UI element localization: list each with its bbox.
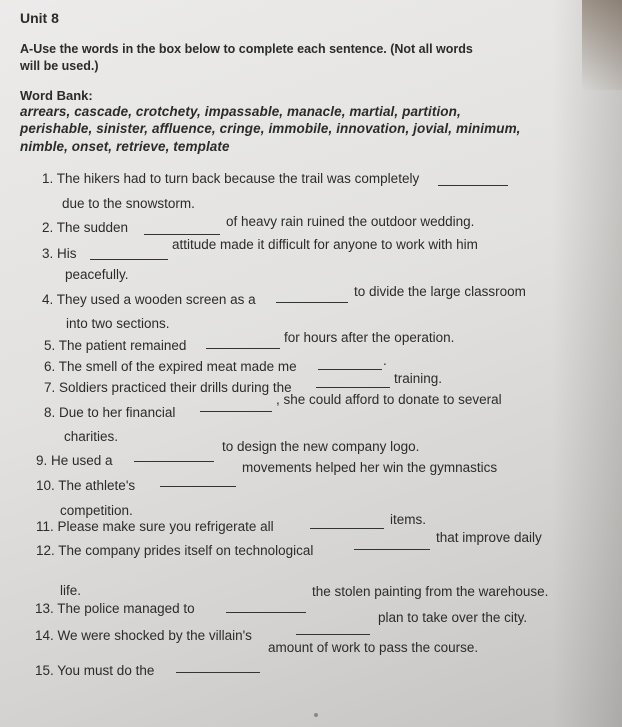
- question-10-text: 10. The athlete's: [36, 478, 136, 493]
- question-3-continued: peacefully.: [65, 267, 129, 282]
- question-2-text: 2. The sudden: [42, 220, 129, 235]
- question-3-text: 3. His: [42, 246, 77, 261]
- question-6-blank[interactable]: [318, 369, 382, 370]
- question-2-end: of heavy rain ruined the outdoor wedding.: [226, 214, 475, 229]
- question-10-continued: competition.: [60, 503, 133, 518]
- question-12-text: 12. The company prides itself on technological: [36, 543, 314, 558]
- question-15-text: 15. You must do the: [35, 663, 155, 678]
- question-15-end: amount of work to pass the course.: [268, 640, 479, 655]
- word-bank-line-3: nimble, onset, retrieve, template: [20, 139, 230, 154]
- question-13-blank[interactable]: [226, 612, 306, 613]
- question-3-blank[interactable]: [90, 259, 168, 260]
- question-9-end: to design the new company logo.: [222, 439, 420, 454]
- question-4-continued: into two sections.: [66, 316, 170, 331]
- question-6-text: 6. The smell of the expired meat made me: [44, 359, 297, 374]
- question-10-end: movements helped her win the gymnastics: [242, 460, 498, 475]
- question-1-continued: due to the snowstorm.: [62, 196, 195, 211]
- page-shadow: [552, 0, 622, 727]
- question-4-end: to divide the large classroom: [354, 284, 526, 299]
- question-15-blank[interactable]: [176, 672, 260, 673]
- question-8-text: 8. Due to her financial: [44, 405, 176, 420]
- question-1-blank[interactable]: [438, 185, 508, 186]
- question-2-blank[interactable]: [144, 234, 220, 235]
- question-8-blank[interactable]: [200, 411, 272, 412]
- instructions-line-1: A-Use the words in the box below to complete each sentence. (Not all words: [20, 42, 473, 56]
- question-4-text: 4. They used a wooden screen as a: [42, 292, 256, 307]
- question-13-text: 13. The police managed to: [35, 601, 195, 616]
- question-8-continued: charities.: [64, 429, 119, 444]
- question-5-blank[interactable]: [206, 348, 280, 349]
- word-bank-heading: Word Bank:: [20, 88, 93, 103]
- word-bank-line-2: perishable, sinister, affluence, cringe, immobile, innovation, jovial, minimum,: [20, 121, 521, 136]
- question-5-end: for hours after the operation.: [284, 330, 455, 345]
- question-14-text: 14. We were shocked by the villain's: [35, 628, 252, 643]
- question-9-blank[interactable]: [134, 461, 214, 462]
- question-11-blank[interactable]: [310, 528, 384, 529]
- question-11-end: items.: [390, 512, 427, 527]
- question-7-text: 7. Soldiers practiced their drills during the: [44, 380, 292, 395]
- desk-corner: [582, 0, 622, 90]
- word-bank-line-1: arrears, cascade, crotchety, impassable, manacle, martial, partition,: [20, 104, 461, 119]
- question-12-blank[interactable]: [354, 549, 430, 550]
- unit-title: Unit 8: [20, 10, 59, 26]
- question-3-end: attitude made it difficult for anyone to work with him: [172, 237, 478, 252]
- question-7-end: training.: [394, 371, 443, 386]
- question-9-text: 9. He used a: [36, 453, 113, 468]
- question-14-blank[interactable]: [296, 634, 370, 635]
- question-4-blank[interactable]: [276, 302, 348, 303]
- question-1-text: 1. The hikers had to turn back because the trail was completely: [42, 171, 420, 186]
- question-8-end: , she could afford to donate to several: [276, 392, 502, 407]
- question-6-end: .: [383, 353, 387, 368]
- question-12-continued: life.: [60, 583, 82, 598]
- instructions-line-2: will be used.): [20, 59, 99, 73]
- question-13-end: the stolen painting from the warehouse.: [312, 584, 549, 599]
- question-7-blank[interactable]: [316, 387, 390, 388]
- question-10-blank[interactable]: [160, 486, 236, 487]
- question-14-end: plan to take over the city.: [378, 610, 528, 625]
- question-11-text: 11. Please make sure you refrigerate all: [36, 519, 274, 534]
- question-5-text: 5. The patient remained: [44, 338, 187, 353]
- question-12-end: that improve daily: [436, 530, 542, 545]
- pencil-mark: [314, 713, 318, 717]
